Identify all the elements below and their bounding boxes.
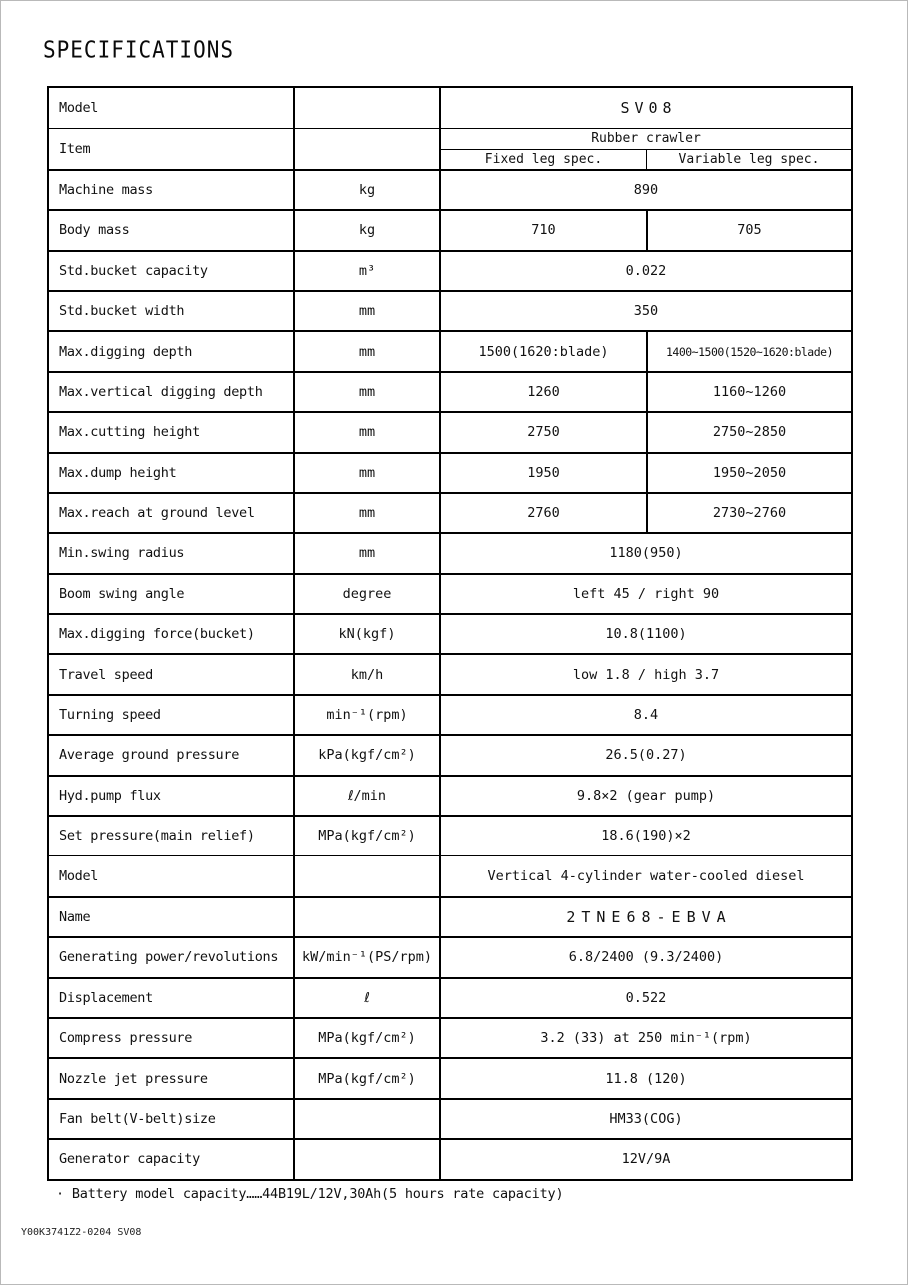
model-value: SV08 (620, 99, 677, 118)
row-value-variable: 2730~2760 (646, 494, 851, 532)
item-header-label: Item (49, 129, 295, 168)
row-label: Max.cutting height (49, 413, 295, 451)
row-unit: m³ (295, 252, 441, 290)
row-value-variable: 705 (646, 211, 851, 249)
row-value-fixed: 2760 (527, 505, 560, 522)
row-values (441, 211, 851, 249)
row-values (441, 332, 851, 370)
row-unit (295, 856, 441, 895)
table-row (49, 209, 851, 249)
row-value: 6.8/2400 (9.3/2400) (568, 949, 724, 966)
row-value: 11.8 (120) (605, 1070, 687, 1087)
row-value: 3.2 (33) at 250 min⁻¹(rpm) (540, 1030, 752, 1047)
row-unit: kPa(kgf/cm²) (295, 736, 441, 774)
row-unit: MPa(kgf/cm²) (295, 817, 441, 855)
row-value: 890 (633, 181, 659, 198)
row-label: Max.reach at ground level (49, 494, 295, 532)
model-header-label: Model (49, 88, 295, 128)
table-row (49, 694, 851, 734)
battery-note: · Battery model capacity……44B19L/12V,30Ah(5 hours rate capacity) (56, 1186, 564, 1202)
row-unit (295, 1140, 441, 1178)
row-values (441, 413, 851, 451)
row-unit: min⁻¹(rpm) (295, 696, 441, 734)
row-unit: mm (295, 413, 441, 451)
table-row (49, 1017, 851, 1057)
table-row (49, 775, 851, 815)
row-label: Machine mass (49, 171, 295, 209)
row-value: low 1.8 / high 3.7 (572, 666, 720, 683)
row-value: 9.8×2 (gear pump) (576, 787, 716, 804)
table-row (49, 169, 851, 209)
row-label: Std.bucket capacity (49, 252, 295, 290)
row-value-variable: 1400~1500(1520~1620:blade) (646, 332, 851, 370)
table-row (49, 936, 851, 976)
row-label: Max.digging depth (49, 332, 295, 370)
row-unit: mm (295, 494, 441, 532)
row-value-variable: 1160~1260 (646, 373, 851, 411)
table-row (49, 855, 851, 895)
column-header-fixed-leg: Fixed leg spec. (484, 151, 603, 167)
row-label: Name (49, 898, 295, 936)
row-unit: MPa(kgf/cm²) (295, 1059, 441, 1097)
row-label: Compress pressure (49, 1019, 295, 1057)
model-header-unit-empty (295, 88, 441, 128)
row-unit: kg (295, 171, 441, 209)
row-value: left 45 / right 90 (572, 585, 720, 602)
row-label: Generating power/revolutions (49, 938, 295, 976)
row-unit: km/h (295, 655, 441, 693)
row-value-fixed: 2750 (527, 424, 560, 441)
row-value: 350 (633, 303, 659, 320)
row-label: Set pressure(main relief) (49, 817, 295, 855)
table-row (49, 613, 851, 653)
table-row-item-header (49, 128, 851, 168)
table-row (49, 734, 851, 774)
row-label: Std.bucket width (49, 292, 295, 330)
table-row (49, 896, 851, 936)
item-header-value-area (441, 129, 851, 168)
table-row (49, 452, 851, 492)
row-label: Max.digging force(bucket) (49, 615, 295, 653)
column-header-variable-leg: Variable leg spec. (646, 150, 851, 169)
row-value: 0.522 (625, 989, 667, 1006)
row-value: 18.6(190)×2 (601, 828, 691, 845)
row-unit: ℓ (295, 979, 441, 1017)
row-label: Max.vertical digging depth (49, 373, 295, 411)
leg-spec-columns (441, 150, 851, 169)
row-unit: mm (295, 332, 441, 370)
row-value: 12V/9A (621, 1151, 671, 1168)
row-label: Turning speed (49, 696, 295, 734)
document-code: Y00K3741Z2-0204 SV08 (21, 1227, 142, 1238)
table-row (49, 371, 851, 411)
row-value-variable: 1950~2050 (646, 454, 851, 492)
row-unit: degree (295, 575, 441, 613)
row-value-variable: 2750~2850 (646, 413, 851, 451)
row-unit: mm (295, 534, 441, 572)
row-label: Displacement (49, 979, 295, 1017)
table-row (49, 492, 851, 532)
row-value: HM33(COG) (609, 1110, 683, 1127)
table-row (49, 411, 851, 451)
row-unit: kW/min⁻¹(PS/rpm) (295, 938, 441, 976)
crawler-type-label: Rubber crawler (441, 129, 851, 149)
table-row (49, 573, 851, 613)
row-unit: mm (295, 454, 441, 492)
row-value-fixed: 1500(1620:blade) (478, 343, 609, 360)
table-row (49, 250, 851, 290)
row-label: Generator capacity (49, 1140, 295, 1178)
table-row (49, 1098, 851, 1138)
page-title: SPECIFICATIONS (43, 37, 235, 63)
row-value: 2TNE68-EBVA (566, 908, 732, 926)
row-label: Body mass (49, 211, 295, 249)
row-unit: kg (295, 211, 441, 249)
row-label: Fan belt(V-belt)size (49, 1100, 295, 1138)
row-label: Model (49, 856, 295, 895)
table-row (49, 532, 851, 572)
row-unit: MPa(kgf/cm²) (295, 1019, 441, 1057)
table-row (49, 330, 851, 370)
row-label: Travel speed (49, 655, 295, 693)
row-label: Nozzle jet pressure (49, 1059, 295, 1097)
row-label: Boom swing angle (49, 575, 295, 613)
row-unit: mm (295, 373, 441, 411)
table-row (49, 290, 851, 330)
spec-table (47, 86, 853, 1181)
row-value: 1180(950) (609, 545, 683, 562)
row-value: 8.4 (633, 707, 659, 724)
row-values (441, 373, 851, 411)
row-values (441, 494, 851, 532)
row-unit (295, 1100, 441, 1138)
row-unit: kN(kgf) (295, 615, 441, 653)
row-label: Hyd.pump flux (49, 777, 295, 815)
row-unit: ℓ/min (295, 777, 441, 815)
row-value: 26.5(0.27) (605, 747, 687, 764)
row-label: Average ground pressure (49, 736, 295, 774)
row-value-fixed: 1950 (527, 464, 560, 481)
table-row-model-header (49, 88, 851, 128)
row-value-fixed: 710 (531, 222, 556, 239)
row-value-fixed: 1260 (527, 383, 560, 400)
row-value: 0.022 (625, 262, 667, 279)
row-unit: mm (295, 292, 441, 330)
row-label: Max.dump height (49, 454, 295, 492)
row-value: Vertical 4-cylinder water-cooled diesel (487, 868, 805, 885)
row-value: 10.8(1100) (605, 626, 687, 643)
row-values (441, 454, 851, 492)
table-row (49, 1138, 851, 1178)
table-row (49, 653, 851, 693)
table-row (49, 815, 851, 855)
item-header-unit-empty (295, 129, 441, 168)
row-unit (295, 898, 441, 936)
table-row (49, 977, 851, 1017)
row-label: Min.swing radius (49, 534, 295, 572)
table-row (49, 1057, 851, 1097)
